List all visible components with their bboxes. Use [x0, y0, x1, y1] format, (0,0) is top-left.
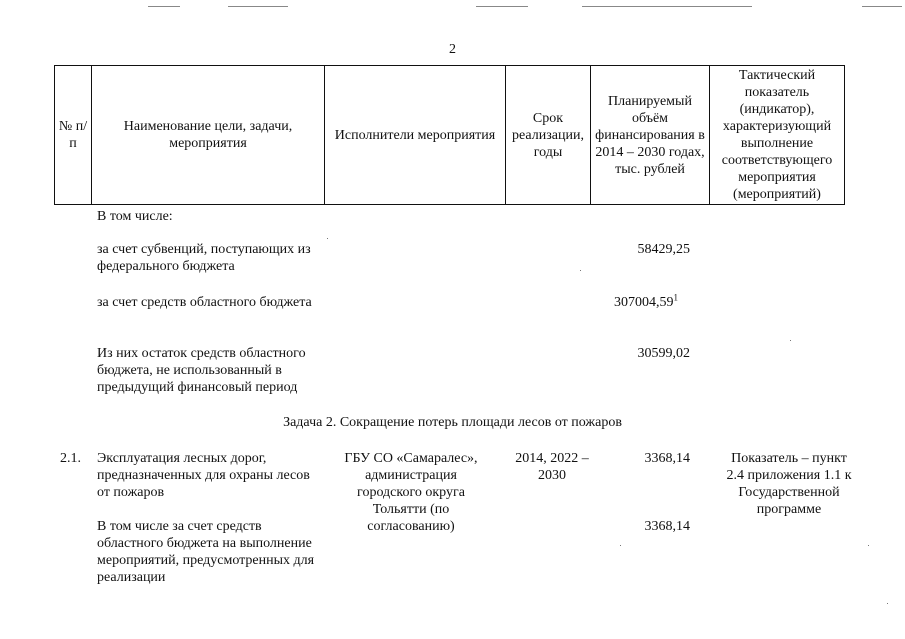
task-heading: Задача 2. Сокращение потерь площади лесов от пожаров	[283, 415, 622, 430]
item-value: 3368,14	[644, 451, 690, 466]
header-executors: Исполнители мероприятия	[325, 66, 506, 205]
remainder-label: Из них остаток средств областного бюджета, не использованный в предыдущий финансовый период	[97, 346, 306, 395]
scan-artifact-line	[228, 6, 288, 7]
scan-artifact-line	[148, 6, 180, 7]
item-number: 2.1.	[60, 451, 81, 466]
scan-speck	[887, 603, 888, 604]
header-name: Наименование цели, задачи, мероприятия	[92, 66, 325, 205]
federal-label: за счет субвенций, поступающих из федерального бюджета	[97, 242, 311, 274]
page-number: 2	[449, 42, 456, 57]
scan-speck	[868, 545, 869, 546]
regional-value-cell	[614, 294, 678, 311]
scan-speck	[580, 270, 581, 271]
header-indicator: Тактический показатель (индикатор), характеризующий выполнение соответствующего мероприятия (мероприятий)	[710, 66, 845, 205]
item-sub-label: В том числе за счет средств областного бюджета на выполнение мероприятий, предусмотренных для реализации	[97, 519, 315, 585]
header-number: № п/п	[55, 66, 92, 205]
header-term: Срок реализации, годы	[506, 66, 591, 205]
remainder-value: 30599,02	[637, 346, 690, 361]
scan-speck	[620, 545, 621, 546]
item-sub-value: 3368,14	[644, 519, 690, 534]
item-executors: ГБУ СО «Самаралес», администрация городского округа Тольятти (по согласованию)	[344, 451, 478, 534]
scan-artifact-line	[582, 6, 752, 7]
footnote-mark: 1	[673, 292, 678, 303]
header-funding: Планируемый объём финансирования в 2014 – 2030 годах, тыс. рублей	[591, 66, 710, 205]
item-term: 2014, 2022 – 2030	[515, 451, 589, 483]
regional-value: 307004,59	[614, 295, 674, 310]
regional-label: за счет средств областного бюджета	[97, 295, 312, 310]
table-header	[54, 65, 845, 205]
including-label: В том числе:	[97, 209, 173, 224]
scan-speck	[327, 238, 328, 239]
scan-speck	[790, 340, 791, 341]
scan-artifact-line	[476, 6, 528, 7]
scan-artifact-line	[862, 6, 902, 7]
federal-value: 58429,25	[637, 242, 690, 257]
item-indicator: Показатель – пункт 2.4 приложения 1.1 к Государственной программе	[726, 451, 852, 517]
item-name: Эксплуатация лесных дорог, предназначенных для охраны лесов от пожаров	[97, 451, 310, 500]
